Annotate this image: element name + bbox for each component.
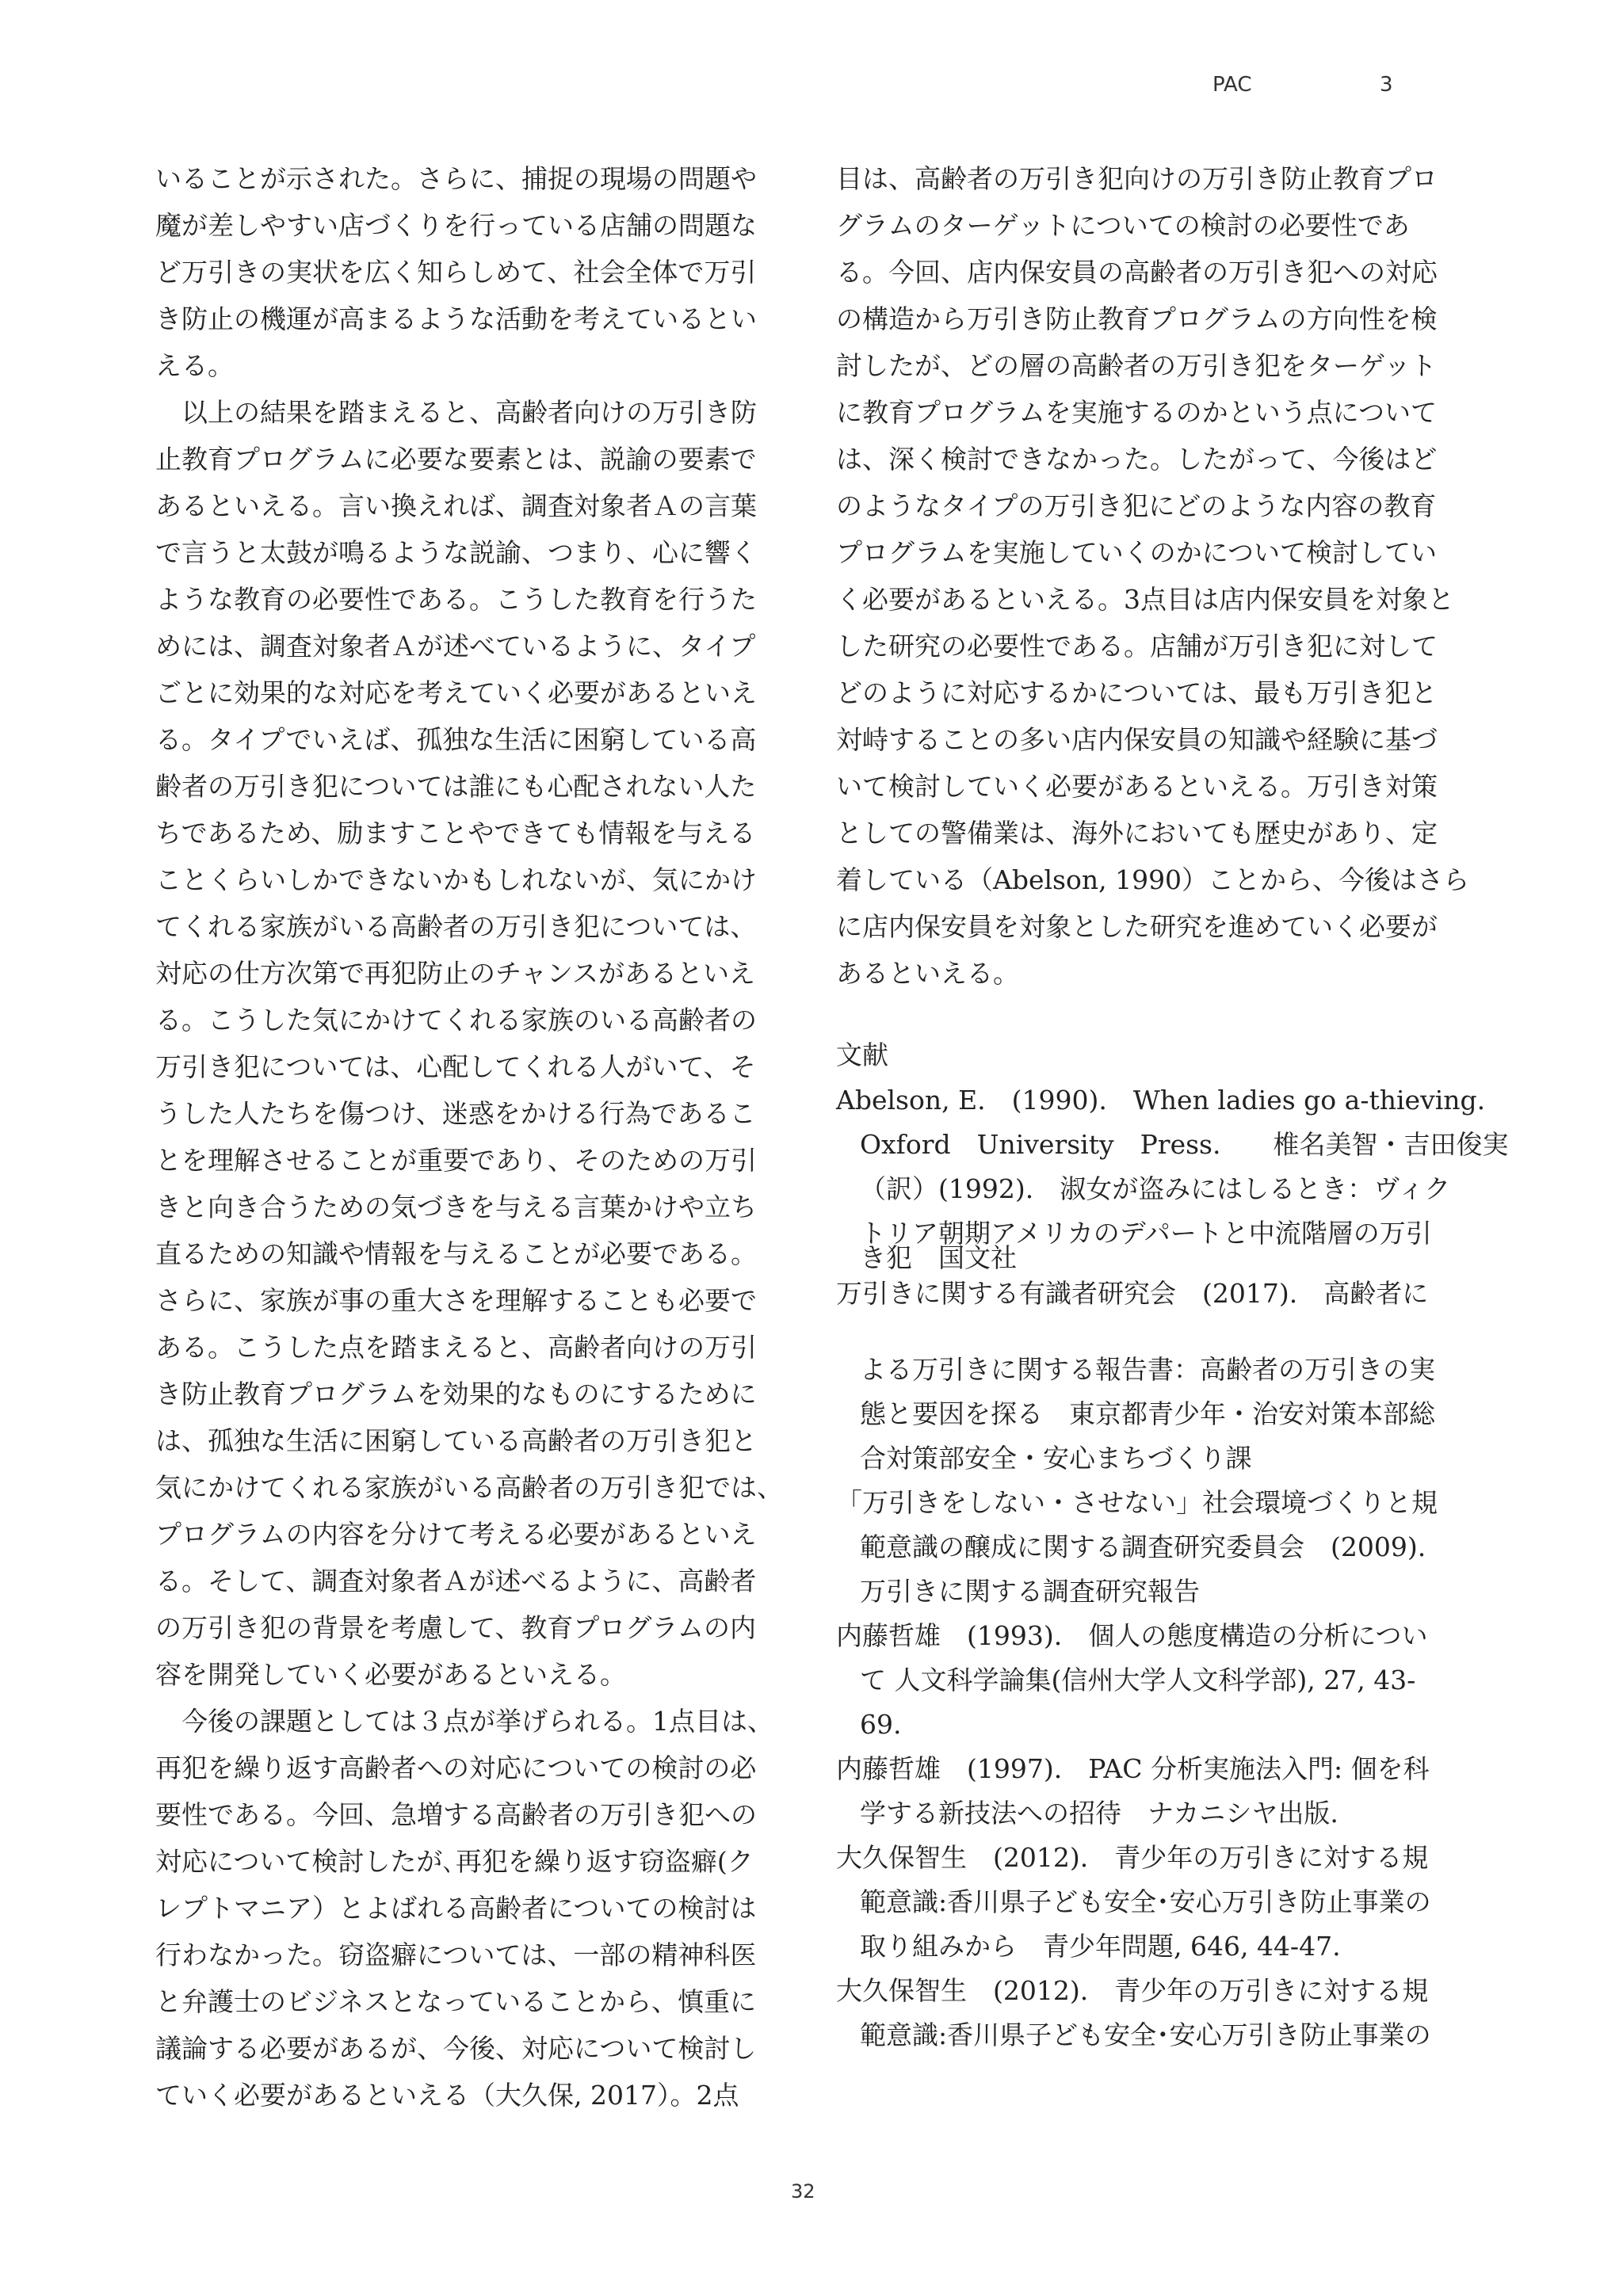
reference-line: Oxford University Press. 椎名美智・吉田俊実: [860, 1129, 1509, 1160]
paragraph-line: プログラムを実施していくのかについて検討してい: [836, 537, 1438, 568]
paragraph-line: に店内保安員を対象とした研究を進めていく必要が: [836, 911, 1438, 942]
paragraph-line: プログラムの内容を分けて考える必要があるといえ: [155, 1519, 757, 1550]
paragraph-line: 対応の仕方次第で再犯防止のチャンスがあるといえ: [155, 958, 756, 989]
paragraph-line: ある。こうした点を踏まえると、高齢者向けの万引: [155, 1332, 757, 1363]
paragraph-line: ような教育の必要性である。こうした教育を行うた: [155, 584, 757, 615]
reference-line: 「万引きをしない・させない」社会環境づくりと規: [836, 1487, 1438, 1518]
paragraph-line: あるといえる。: [836, 958, 1019, 989]
paragraph-line: で言うと太鼓が鳴るような説諭、つまり、心に響く: [155, 537, 757, 568]
reference-line: 範意識:香川県子ども安全･安心万引き防止事業の: [860, 1886, 1431, 1917]
reference-line: 万引きに関する調査研究報告: [860, 1576, 1200, 1607]
paragraph-line: と弁護士のビジネスとなっていることから、慎重に: [155, 1986, 757, 2017]
paragraph-line: は、深く検討できなかった。したがって、今後はど: [836, 444, 1438, 475]
paragraph-line: き防止の機運が高まるような活動を考えているとい: [155, 303, 757, 334]
paragraph-line: 要性である。今回、急増する高齢者の万引き犯への: [155, 1799, 757, 1830]
paragraph-line: いて検討していく必要があるといえる。万引き対策: [836, 771, 1438, 802]
reference-line: 万引きに関する有識者研究会 (2017). 高齢者に: [836, 1278, 1429, 1309]
paragraph-line: きと向き合うための気づきを与える言葉かけや立ち: [155, 1192, 757, 1222]
paragraph-line: のようなタイプの万引き犯にどのような内容の教育: [836, 490, 1437, 521]
paragraph-line: ていく必要があるといえる（大久保, 2017）。2点: [155, 2080, 739, 2111]
paragraph-line: 気にかけてくれる家族がいる高齢者の万引き犯では、: [155, 1472, 783, 1503]
paragraph-line: く必要があるといえる。3点目は店内保安員を対象と: [836, 584, 1454, 615]
paragraph-line: 止教育プログラムに必要な要素とは、説諭の要素で: [155, 444, 757, 475]
paragraph-line: る。タイプでいえば、孤独な生活に困窮している高: [155, 724, 757, 755]
paragraph-line: 齢者の万引き犯については誰にも心配されない人た: [155, 771, 757, 802]
paragraph-line: めには、調査対象者Ａが述べているように、タイプ: [155, 631, 756, 662]
reference-line: 大久保智生 (2012). 青少年の万引きに対する規: [836, 1975, 1429, 2006]
references-heading: 文献: [836, 1039, 888, 1070]
reference-line: （訳）(1992). 淑女が盗みにはしるとき：ヴィク: [860, 1173, 1451, 1204]
reference-line: 69.: [860, 1709, 902, 1740]
paragraph-line: る。こうした気にかけてくれる家族のいる高齢者の: [155, 1005, 757, 1035]
reference-line: 内藤哲雄 (1993). 個人の態度構造の分析につい: [836, 1620, 1428, 1651]
paragraph-line: る。そして、調査対象者Ａが述べるように、高齢者: [155, 1566, 757, 1596]
paragraph-line: は、孤独な生活に困窮している高齢者の万引き犯と: [155, 1425, 757, 1456]
reference-line: 範意識の醸成に関する調査研究委員会 (2009).: [860, 1531, 1426, 1562]
paragraph-line: 魔が差しやすい店づくりを行っている店舗の問題な: [155, 210, 757, 241]
reference-line: 大久保智生 (2012). 青少年の万引きに対する規: [836, 1842, 1429, 1873]
reference-line: き犯 国文社: [860, 1242, 1017, 1273]
reference-line: 取り組みから 青少年問題, 646, 44-47.: [860, 1931, 1341, 1962]
paragraph-line: 行わなかった。窃盗癖については、一部の精神科医: [155, 1939, 757, 1970]
paragraph-line: いることが示された。さらに、捕捉の現場の問題や: [155, 163, 757, 194]
paragraph-line: としての警備業は、海外においても歴史があり、定: [836, 818, 1438, 849]
paragraph-line: 目は、高齢者の万引き犯向けの万引き防止教育プロ: [836, 163, 1438, 194]
paragraph-line: 討したが、どの層の高齢者の万引き犯をターゲット: [836, 350, 1437, 381]
paragraph-line: 対峙することの多い店内保安員の知識や経験に基づ: [836, 724, 1438, 755]
paragraph-line: ど万引きの実状を広く知らしめて、社会全体で万引: [155, 257, 757, 288]
paragraph-line: る。今回、店内保安員の高齢者の万引き犯への対応: [836, 257, 1438, 288]
paragraph-line: グラムのターゲットについての検討の必要性であ: [836, 210, 1410, 241]
paragraph-line: した研究の必要性である。店舗が万引き犯に対して: [836, 631, 1438, 662]
paragraph-line: 議論する必要があるが、今後、対応について検討し: [155, 2033, 757, 2064]
paragraph-line: 着している（Abelson, 1990）ことから、今後はさら: [836, 864, 1470, 895]
paragraph-line: の構造から万引き防止教育プログラムの方向性を検: [836, 303, 1438, 334]
running-header-journal: PAC: [1212, 73, 1252, 97]
page-number: 32: [791, 2180, 815, 2203]
reference-line: 合対策部安全・安心まちづくり課: [860, 1443, 1252, 1474]
reference-line: 範意識:香川県子ども安全･安心万引き防止事業の: [860, 2019, 1431, 2050]
reference-line: 内藤哲雄 (1997). PAC 分析実施法入門: 個を科: [836, 1753, 1430, 1784]
paragraph-line: てくれる家族がいる高齢者の万引き犯については、: [155, 911, 757, 942]
paragraph-line: 万引き犯については、心配してくれる人がいて、そ: [155, 1051, 756, 1082]
paragraph-line: える。: [155, 350, 234, 381]
reference-line: トリア朝期アメリカのデパートと中流階層の万引: [860, 1218, 1432, 1249]
paragraph-line: に教育プログラムを実施するのかという点について: [836, 397, 1438, 428]
paragraph-line: ごとに効果的な対応を考えていく必要があるといえ: [155, 677, 757, 708]
running-header-issue: 3: [1380, 73, 1393, 97]
reference-line: 態と要因を探る 東京都青少年・治安対策本部総: [860, 1398, 1435, 1429]
paragraph-line: の万引き犯の背景を考慮して、教育プログラムの内: [155, 1612, 757, 1643]
body-column-right: [836, 155, 1509, 2058]
paragraph-line: き防止教育プログラムを効果的なものにするために: [155, 1379, 757, 1409]
paragraph-line: どのように対応するかについては、最も万引き犯と: [836, 677, 1438, 708]
paragraph-line: ことくらいしかできないかもしれないが、気にかけ: [155, 864, 757, 895]
paragraph-line: さらに、家族が事の重大さを理解することも必要で: [155, 1285, 757, 1316]
paragraph-line: 対応について検討したが､再犯を繰り返す窃盗癖(ク: [155, 1846, 754, 1877]
paragraph-line: 以上の結果を踏まえると、高齢者向けの万引き防: [181, 397, 757, 428]
body-column-left: [155, 155, 788, 2119]
paragraph-line: 容を開発していく必要があるといえる。: [155, 1659, 626, 1690]
reference-line: て 人文科学論集(信州大学人文科学部), 27, 43-: [860, 1665, 1416, 1695]
paragraph-line: レプトマニア）とよばれる高齢者についての検討は: [155, 1893, 757, 1924]
paragraph-line: 直るための知識や情報を与えることが必要である。: [155, 1238, 757, 1269]
paragraph-line: 今後の課題としては３点が挙げられる。1点目は、: [181, 1706, 773, 1737]
paragraph-line: あるといえる。言い換えれば、調査対象者Ａの言葉: [155, 490, 757, 521]
paragraph-line: ちであるため、励ますことやできても情報を与える: [155, 818, 756, 849]
reference-line: 学する新技法への招待 ナカニシヤ出版.: [860, 1798, 1338, 1829]
reference-line: Abelson, E. (1990). When ladies go a-thieving.: [836, 1085, 1486, 1116]
reference-line: よる万引きに関する報告書：高齢者の万引きの実: [860, 1354, 1435, 1385]
paragraph-line: うした人たちを傷つけ、迷惑をかける行為であるこ: [155, 1098, 756, 1129]
paragraph-line: とを理解させることが重要であり、そのための万引: [155, 1145, 757, 1176]
paragraph-line: 再犯を繰り返す高齢者への対応についての検討の必: [155, 1753, 757, 1783]
